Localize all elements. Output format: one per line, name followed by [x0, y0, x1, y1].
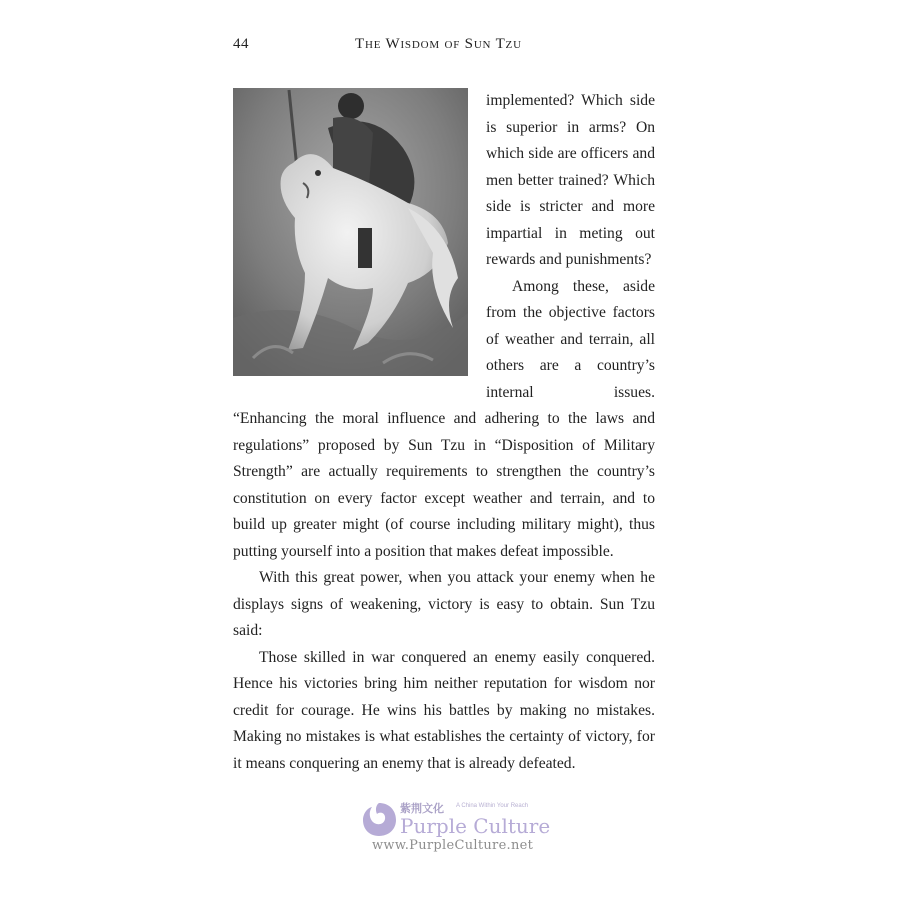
paragraph-2: Among these, aside from the objective factors of weather and terrain, all others are a country’s internal issues. “Enhancing the moral influence and adhering to the laws and regulations” proposed by Sun Tzu in “Disposition of Military Strength” are actually requirements to strengthen the country’s constitution on every factor except weather and terrain, and to build up greater might (of course including military might), thus putting yourself into a position that makes defeat impossible. [233, 277, 655, 560]
watermark-chinese: 紫荆文化 [400, 803, 444, 815]
mounted-warrior-illustration [233, 88, 468, 376]
paragraph-4: Those skilled in war conquered an enemy easily conquered. Hence his victories bring him neither reputation for wisdom nor credit for courage. He wins his battles by making no mistakes. Making no mistakes is what establishes the certainty of victory, for it means conquering an enemy that is already defeated. [233, 648, 655, 772]
purple-culture-logo-icon [360, 800, 398, 838]
paragraph-1: implemented? Which side is superior in arms? On which side are officers and men better trained? Which side is stricter and more impartial in meting out rewards and punishments? [486, 92, 655, 268]
watermark-name: Purple Culture [400, 814, 551, 838]
watermark-url: www.PurpleCulture.net [372, 838, 534, 853]
body-text [233, 88, 655, 777]
paragraph-3: With this great power, when you attack your enemy when he displays signs of weakening, victory is easy to obtain. Sun Tzu said: [233, 569, 655, 639]
purple-culture-watermark [360, 800, 560, 860]
page-number: 44 [233, 36, 249, 52]
running-head: The Wisdom of Sun Tzu [355, 36, 522, 52]
watermark-tagline: A China Within Your Reach [456, 803, 529, 809]
